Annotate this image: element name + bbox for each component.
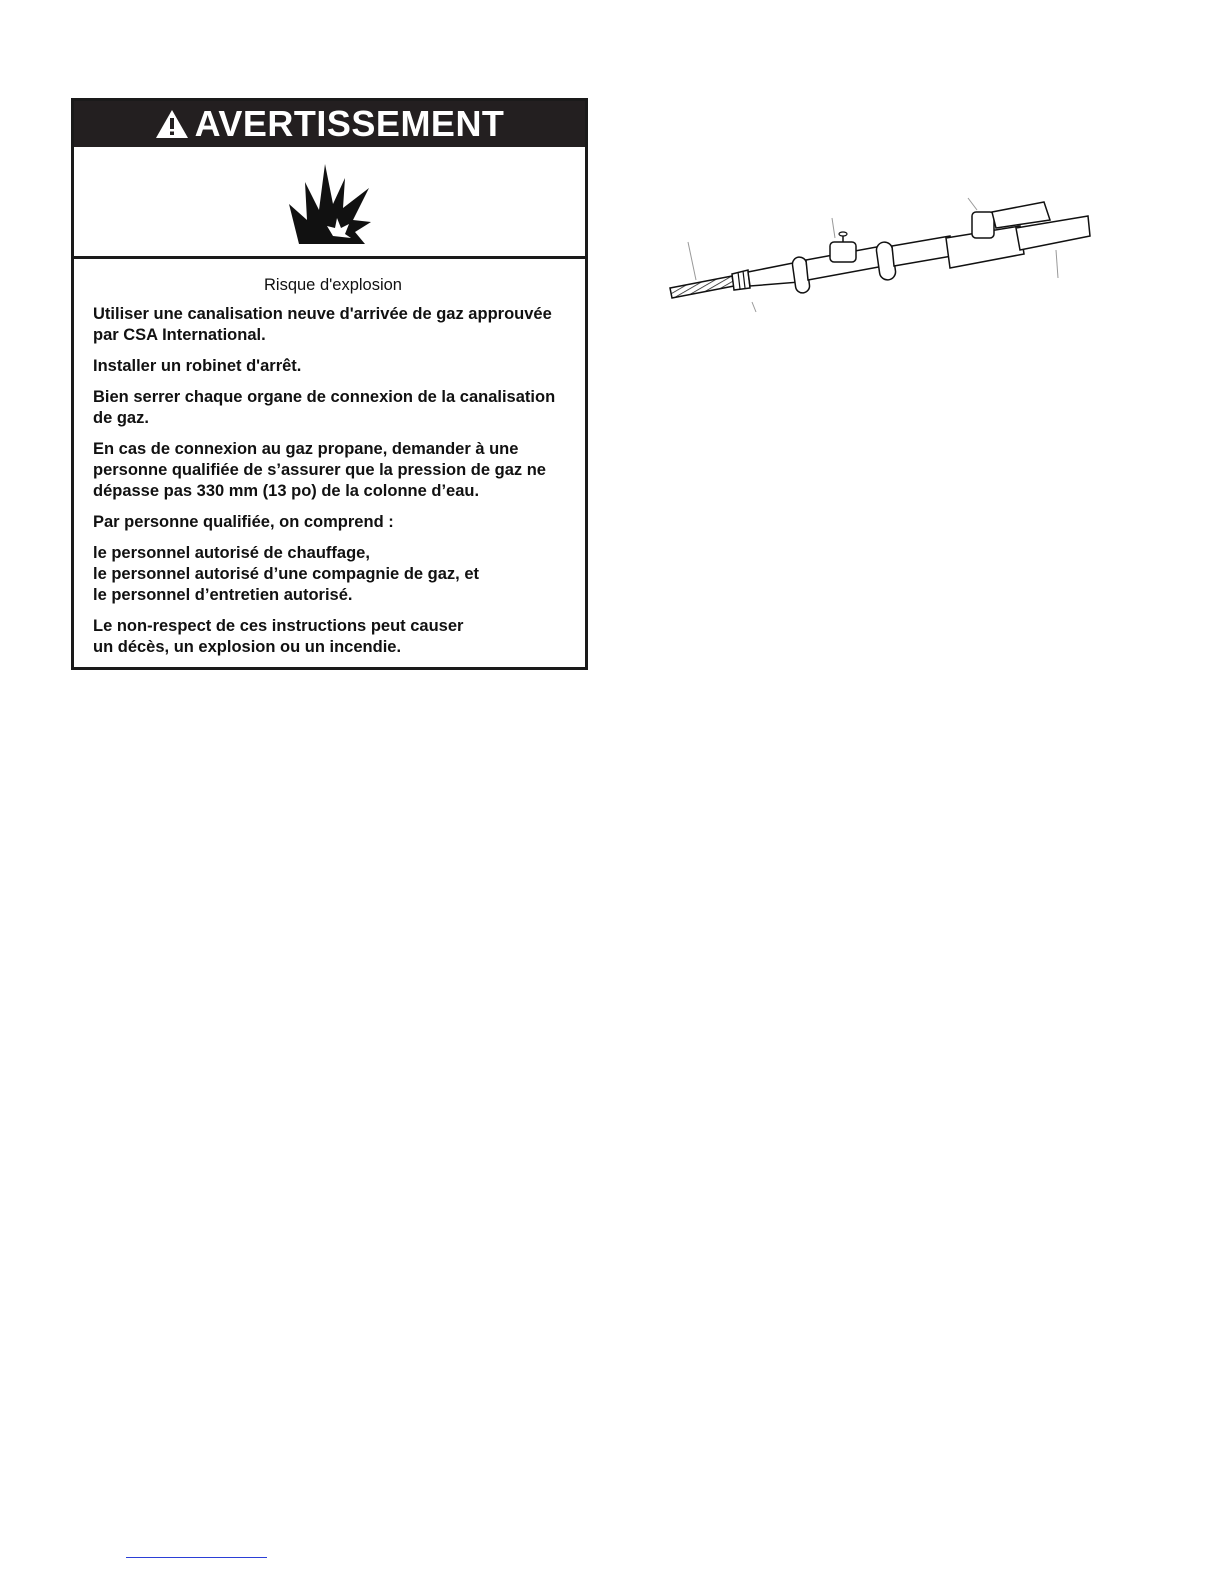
consequence-statement [93, 616, 573, 658]
footer-rule [126, 1557, 267, 1558]
consequence-line: un décès, un explosion ou un incendie. [93, 638, 402, 656]
hazard-symbol-area [74, 147, 585, 259]
instruction-tighten-connections: Bien serrer chaque organe de connexion de la canalisation de gaz. [93, 388, 556, 427]
flare-fitting [732, 270, 750, 290]
explosion-icon [285, 160, 375, 244]
hazard-name: Risque d'explosion [264, 276, 402, 294]
shutoff-valve-stem [972, 212, 994, 238]
warning-title: AVERTISSEMENT [194, 103, 505, 144]
gas-line-connection-illustration [660, 190, 1100, 320]
pipe-section [892, 236, 952, 266]
qualified-person-item: le personnel autorisé d’une compagnie de gaz, et [93, 565, 480, 583]
qualified-person-list [93, 543, 573, 606]
pressure-test-tap [830, 242, 856, 262]
instruction-propane-pressure: En cas de connexion au gaz propane, demander à une personne qualifiée de s’assurer que la pression de gaz ne dépasse pas 330 mm (13 po) de la colonne d’eau. [93, 440, 546, 500]
flexible-connector [670, 276, 734, 298]
instruction-new-gas-line: Utiliser une canalisation neuve d'arrivée de gaz approuvée par CSA International. [93, 305, 552, 344]
qualified-person-item: le personnel d’entretien autorisé. [93, 586, 353, 604]
qualified-person-intro: Par personne qualifiée, on comprend : [93, 513, 394, 531]
warning-body [93, 271, 573, 658]
warning-box [71, 98, 588, 670]
qualified-person-item: le personnel autorisé de chauffage, [93, 544, 370, 562]
consequence-line: Le non-respect de ces instructions peut causer [93, 617, 464, 635]
warning-triangle-icon [155, 109, 189, 139]
warning-header [74, 101, 585, 147]
instruction-shutoff-valve: Installer un robinet d'arrêt. [93, 357, 302, 375]
